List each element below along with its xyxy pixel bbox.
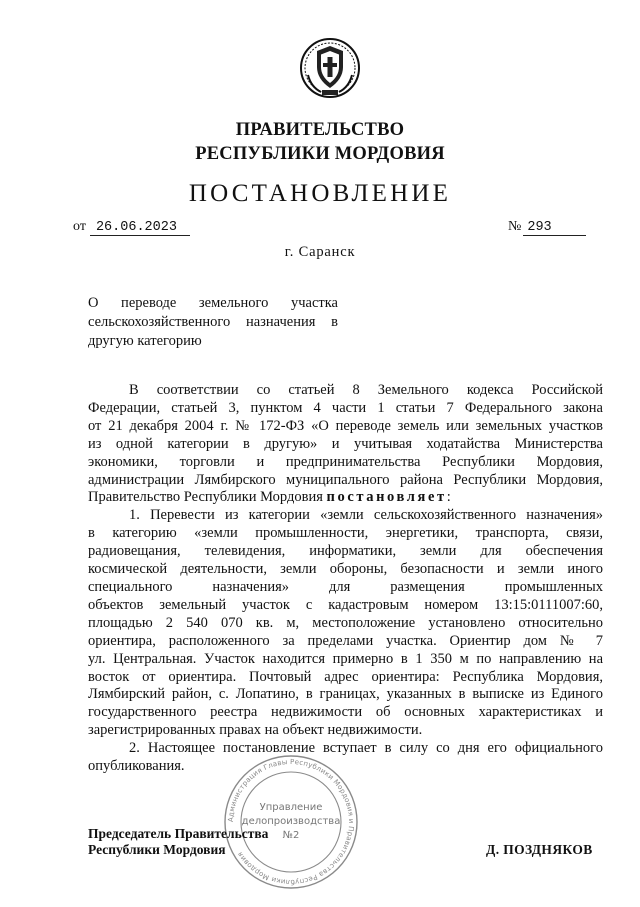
signer-title-line-2: Республики Мордовия <box>88 842 226 857</box>
signer-title <box>88 826 268 858</box>
body-line: государственного реестра недвижимости об основных характеристиках и <box>88 704 603 721</box>
government-title-line-2: РЕСПУБЛИКИ МОРДОВИЯ <box>195 144 445 164</box>
stamp-ring-text: Администрация Главы Республики Мордовия и Правительства Республики Мордовия <box>226 757 356 887</box>
body-line: администрации Лямбирского муниципального района Республики Мордовия, <box>88 471 603 488</box>
document-kind-title: ПОСТАНОВЛЕНИЕ <box>188 180 452 207</box>
body-line: опубликования. <box>88 758 185 775</box>
coat-of-arms-emblem <box>299 37 361 99</box>
body-line: 2. Настоящее постановление вступает в силу со дня его официального <box>129 740 603 757</box>
document-subject <box>88 294 338 351</box>
body-line: восток от ориентира. Почтовый адрес ориентира: Республика Мордовия, <box>88 668 603 685</box>
government-title <box>0 118 640 166</box>
city-label: г. Саранск <box>284 244 356 260</box>
government-title-line-1: ПРАВИТЕЛЬСТВО <box>235 120 405 140</box>
body-line: экономики, торговли и предпринимательства Республики Мордовия, <box>88 453 603 470</box>
body-line: радиовещания, телевидения, информатики, земли для обеспечения <box>88 543 603 560</box>
body-line: ориентира, расположенного за пределами участка. Ориентир дом № 7 <box>88 632 603 649</box>
subject-line: другую категорию <box>88 333 202 349</box>
body-line: В соответствии со статьей 8 Земельного кодекса Российской <box>129 382 603 398</box>
body-line: объектов земельный участок с кадастровым номером 13:15:0111007:60, <box>88 596 603 613</box>
body-line: космической деятельности, земли обороны, безопасности и земли иного <box>88 561 603 578</box>
body-line: Лямбирский район, с. Лопатино, в границах, указанных в выписке из Единого <box>88 686 603 703</box>
body-line: специального назначения» для размещения промышленных <box>88 578 603 595</box>
number-prefix: № <box>508 219 522 234</box>
signer-title-line-1: Председатель Правительства <box>88 826 269 841</box>
stamp-line-1: Управление <box>259 802 323 813</box>
date-row <box>73 219 190 236</box>
number-row <box>508 219 586 236</box>
document-body <box>88 382 603 776</box>
body-line: Федерации, статьей 3, пунктом 4 части 1 статьи 7 Федерального закона <box>88 399 603 416</box>
subject-line: сельскохозяйственного назначения в <box>88 314 338 330</box>
body-line: ул. Центральная. Участок находится примерно в 1 350 м по направлению на <box>88 650 603 667</box>
signer-name: Д. ПОЗДНЯКОВ <box>486 842 593 857</box>
body-line: из одной категории в другую» и учитывая ходатайства Министерства <box>88 435 603 452</box>
stamp-line-2: делопроизводства <box>241 816 341 827</box>
resolution-subject: Правительство Республики Мордовия <box>88 489 323 506</box>
subject-line: О переводе земельного участка <box>88 295 338 311</box>
resolution-colon: : <box>446 489 451 506</box>
office-stamp <box>221 752 361 892</box>
body-line: от 21 декабря 2004 г. № 172-ФЗ «О переводе земель или земельных участков <box>88 417 603 434</box>
date-prefix: от <box>73 219 86 234</box>
body-line-resolution <box>88 489 603 507</box>
document-number: 293 <box>523 221 586 236</box>
stamp-line-3: №2 <box>282 830 300 841</box>
body-line: площадью 2 540 070 кв. м, местоположение установлено относительно <box>88 614 603 631</box>
body-line: зарегистрированных правах на объект недвижимости. <box>88 722 423 739</box>
document-date: 26.06.2023 <box>90 221 190 236</box>
body-line: в категорию «земли промышленности, энергетики, транспорта, связи, <box>88 525 603 542</box>
body-line: 1. Перевести из категории «земли сельскохозяйственного назначения» <box>129 507 603 524</box>
resolution-verb: постановляет <box>326 489 447 506</box>
